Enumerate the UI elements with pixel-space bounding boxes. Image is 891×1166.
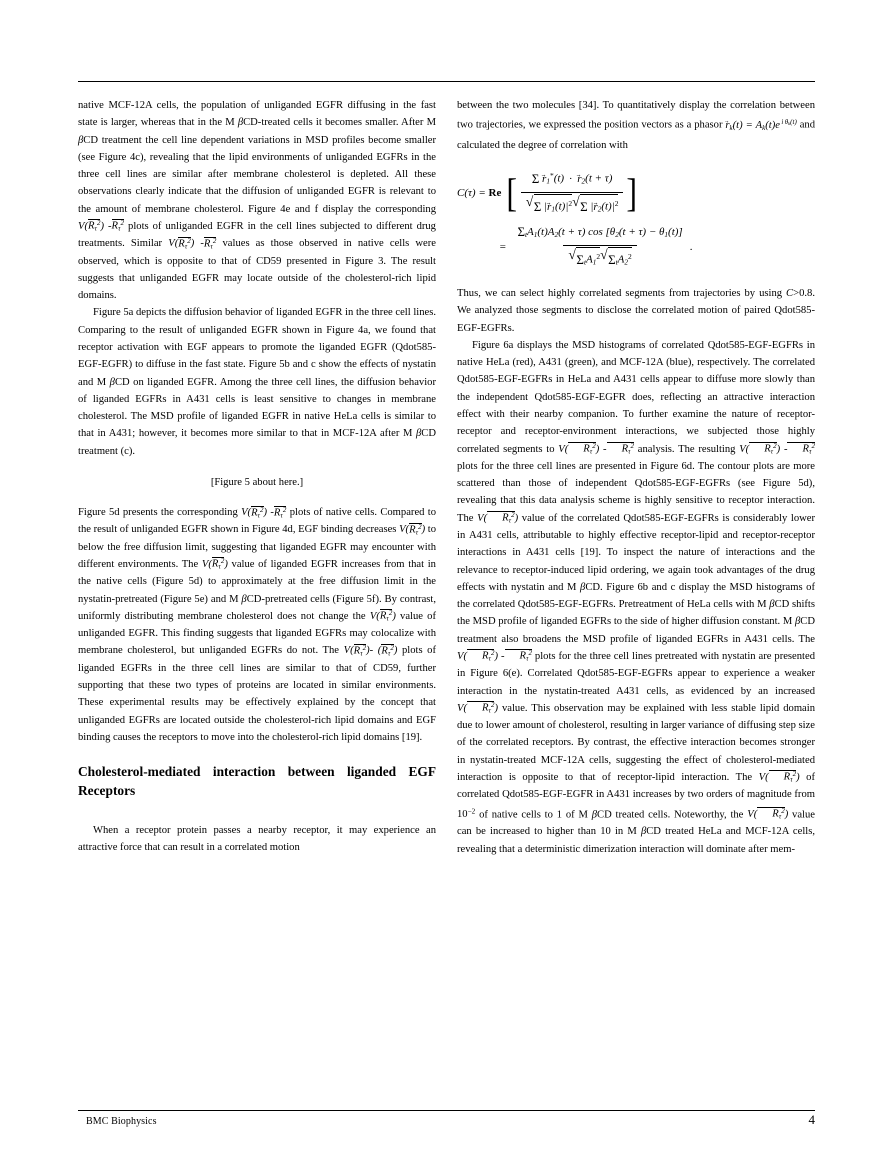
math-ten-minus-two: $10^{-2}$ xyxy=(457,807,476,821)
math-vr-4: $V(R_\tau^2)$ xyxy=(399,522,426,537)
equation-denominator-1: √ Σ $|r \to_1(t)|^2$ √ Σ $|r \to_2(t)|^2$ xyxy=(521,192,624,219)
math-vr-r4: V( $R_\tau^2$) xyxy=(457,649,499,663)
section-paragraph: When a receptor protein passes a nearby receptor, it may experience an attractive force that can result in a correlated motion xyxy=(78,825,436,854)
math-vr-r6: V( $R_\tau^2$) xyxy=(758,770,800,784)
page-number: 4 xyxy=(808,1112,815,1127)
equation-period: . xyxy=(689,240,693,253)
math-vr-r5: V( $R_\tau^2$) xyxy=(457,701,499,715)
paragraph-p1: native MCF-12A cells, the population of unliganded EGFR diffusing in the fast state is larger, whereas that in the M βCD-treated cells it becomes smaller. After M βCD treatment the cell line dependent variations in MSD profiles become smaller (see Figure 4c), revealing that the lipid environments of unliganded EGFRs in the three cell lines are similar after membrane cholesterol is depleted. All these observations clearly indicate that the diffusion of unliganded EGFR is relevant to the amount of membrane cholesterol. Figure 4e and f display the corresponding $V(R_\tau^2)$ $-R_\tau^2$ plots of unliganded EGFR in the cell lines subjected to different drug treatments. Similar $V(R_\tau^2)$ $-R_\tau^2$ values as those observed in native cells were observed, which is opposite to that of CD59 presented in Figure 3. The result suggests that unliganded EGFR may locate outside of the cholesterol-rich lipid domains. xyxy=(78,100,436,302)
math-phasor: $r \to_k(t) = A_k(t)e$ $^{i \theta_k(t)}$ xyxy=(725,120,796,131)
footer-rule xyxy=(78,1110,815,1111)
equation-fraction-2 xyxy=(512,223,687,272)
math-vr-1: $V(R_\tau^2)$ xyxy=(78,219,105,233)
journal-footer: BMC Biophysics xyxy=(86,1116,157,1127)
math-vr-2: $V(R_\tau^2)$ xyxy=(168,236,195,251)
math-vr-6: $V(R_\tau^2)$ xyxy=(369,609,396,623)
math-vr-5: $V(R_\tau^2)$ xyxy=(201,557,228,571)
equation-numerator-1: Σ $r \to_1^*(t) \cdot r \to_2(t + \tau)$ xyxy=(527,167,618,192)
math-vr-7: $V(R_\tau^2)-$ $(R_\tau^2)$ xyxy=(343,643,398,658)
bracket-open-icon: [ xyxy=(506,170,518,216)
section-heading: Cholesterol-mediated interaction between liganded EGF Receptors xyxy=(78,764,436,799)
math-vr-r2: V( $R_\tau^2$) xyxy=(739,441,781,456)
math-vr-r3: V( $R_\tau^2$) xyxy=(477,511,519,525)
math-vr-3: $V(R_\tau^2)$ xyxy=(241,505,268,519)
right-column xyxy=(457,97,815,858)
equation-numerator-2: $\Sigma_tA_1(t)A_2(t + \tau)$ $\cos [\theta_2(t + \tau) - \theta_1(t)]$ xyxy=(517,224,683,240)
equation-lhs: C(τ) = Re xyxy=(457,186,502,199)
display-equation xyxy=(457,167,815,272)
math-vr-r7: V( $R_\tau^2$) xyxy=(747,807,789,821)
header-rule xyxy=(78,81,815,82)
equation-fraction-1 xyxy=(521,167,624,219)
bracket-close-icon: ] xyxy=(626,170,638,216)
paragraph-r0: between the two molecules [34]. To quantitatively display the correlation between two trajectories, we expressed the position vectors as a phasor $r \to_k(t) = A_k(t)e$ $^{i \theta_k(t)}$ and calculated the degree of correlation with xyxy=(457,97,815,154)
paragraph-p3: Figure 5d presents the corresponding $V(R_\tau^2)$ $-R_\tau^2$ plots of native cells. Compared to the result of unliganded EGFR shown in Figure 4d, EGF binding decreases $V(R_\tau^2)$ to below the free diffusion limit, suggesting that liganded EGFR may encounter with different environments. The $V(R_\tau^2)$ value of liganded EGFR increases from that in the native cells (Figure 5d) to approximately at the free diffusion limit in the nystatin-pretreated (Figure 5e) and M βCD-pretreated cells (Figure 5f). By contrast, uniformly distributing membrane cholesterol does not change the $V(R_\tau^2)$ value of unliganded EGFR. This finding suggests that liganded EGFRs may colocalize with membrane cholesterol, but unliganded EGFRs do not. The $V(R_\tau^2)-$ $(R_\tau^2)$ plots of liganded EGFRs in the three cell lines are similar to that of CD59, further supporting that these two types of proteins are located in similar environments. These experimental results may be effectively explained by the concept that unliganded EGFRs are located outside the cholesterol-rich lipid domains and EGF binding causes the receptors to move into the cholesterol-rich lipid domains [19]. xyxy=(78,505,437,743)
paragraph-r1: Thus, we can select highly correlated segments from trajectories by using C>0.8. We analyzed those segments to disclose the correlated motion of paired Qdot585-EGF-EGFRs. xyxy=(457,288,815,334)
figure-placement-note: [Figure 5 about here.] xyxy=(210,476,304,488)
left-column xyxy=(78,97,436,857)
equation-equals-2: = xyxy=(499,240,507,253)
equation-denominator-2: √ $\Sigma_tA_1^2$ √ $\Sigma_tA_2^2$ xyxy=(563,245,636,272)
paragraph-p2: Figure 5a depicts the diffusion behavior of liganded EGFR in the three cell lines. Comparing to the result of unliganded EGFR shown in Figure 4a, we found that receptor activation with EGF appears to promote the liganded EGFR (Qdot585-EGF-EGFR) to diffuse in the fast state. Figure 5b and c show the effects of nystatin and M βCD on liganded EGFR. Among the three cell lines, the diffusion behavior of liganded EGFRs in A431 cells is least sensitive to changes in membrane cholesterol. The MSD profile of liganded EGFR in native HeLa cells is similar to that in A431; however, it becomes more similar to that in MCF-12A after M βCD treatment (c). xyxy=(78,307,436,457)
paragraph-r2: Figure 6a displays the MSD histograms of correlated Qdot585-EGF-EGFRs in native HeLa (red), A431 (green), and MCF-12A (blue), respectively. The correlated Qdot585-EGF-EGFRs in HeLa and A431 cells appear to diffuse more slowly than the independent Qdot585-EGF-EGFR does, reflecting an attractive interaction effect with their nearby companion. To further examine the nature of receptor-receptor and receptor-environment interactions, we subjected those highly correlated segments to V( $R_\tau^2) - R_\tau^2$ analysis. The resulting V( $R_\tau^2) - R_\tau^2$ plots for the three cell lines are presented in Figure 6d. The contour plots are more scattered than those of independent Qdot585-EGF-EGFRs (see Figure 5d), revealing that this data analysis scheme is highly sensitive to receptor interaction. The V( $R_\tau^2$) value of the correlated Qdot585-EGF-EGFRs is considerably lower in A431 cells, attributable to highly effective receptor-lipid and receptor-receptor interactions in A431 cells [19]. To inspect the nature of interactions and the relevance to receptor-induced lipid ordering, we again took advantages of the drug effects with nystatin and M βCD. Figure 6b and c display the MSD histograms of the correlated Qdot585-EGF-EGFRs. Pretreatment of HeLa cells with M βCD shifts the MSD profile of liganded EGFRs to the side of higher diffusion constant. M βCD treatment also broadens the MSD profile of liganded EGFRs in A431 cells. The V( $R_\tau^2) - R_\tau^2$ plots for the three cell lines pretreated with nystatin are presented in Figure 6(e). Correlated Qdot585-EGF-EGFRs appear to experience a weaker interaction in the nystatin-treated A431 cells, as evidenced by an increased V( $R_\tau^2$) value. This observation may be explained with less stable lipid domain due to lower amount of cholesterol, resulting in larger variance of diffusing step size of the correlated receptors. By contrast, the effective interaction becomes stronger in nystatin-treated MCF-12A cells, suggesting the effect of cholesterol-mediated interaction is opposite to that of receptor-lipid interaction. The V( $R_\tau^2$) of correlated Qdot585-EGF-EGFR in A431 increases by two orders of magnitude from $10^{-2}$ of native cells to 1 of M βCD treated cells. Noteworthy, the V( $R_\tau^2$) value can be increased to higher than 10 in M βCD treated HeLa and MCF-12A cells, revealing that a deterministic dimerization interaction will dominate after mem- xyxy=(457,339,816,855)
math-vr-r1: V( $R_\tau^2$) xyxy=(558,441,600,456)
